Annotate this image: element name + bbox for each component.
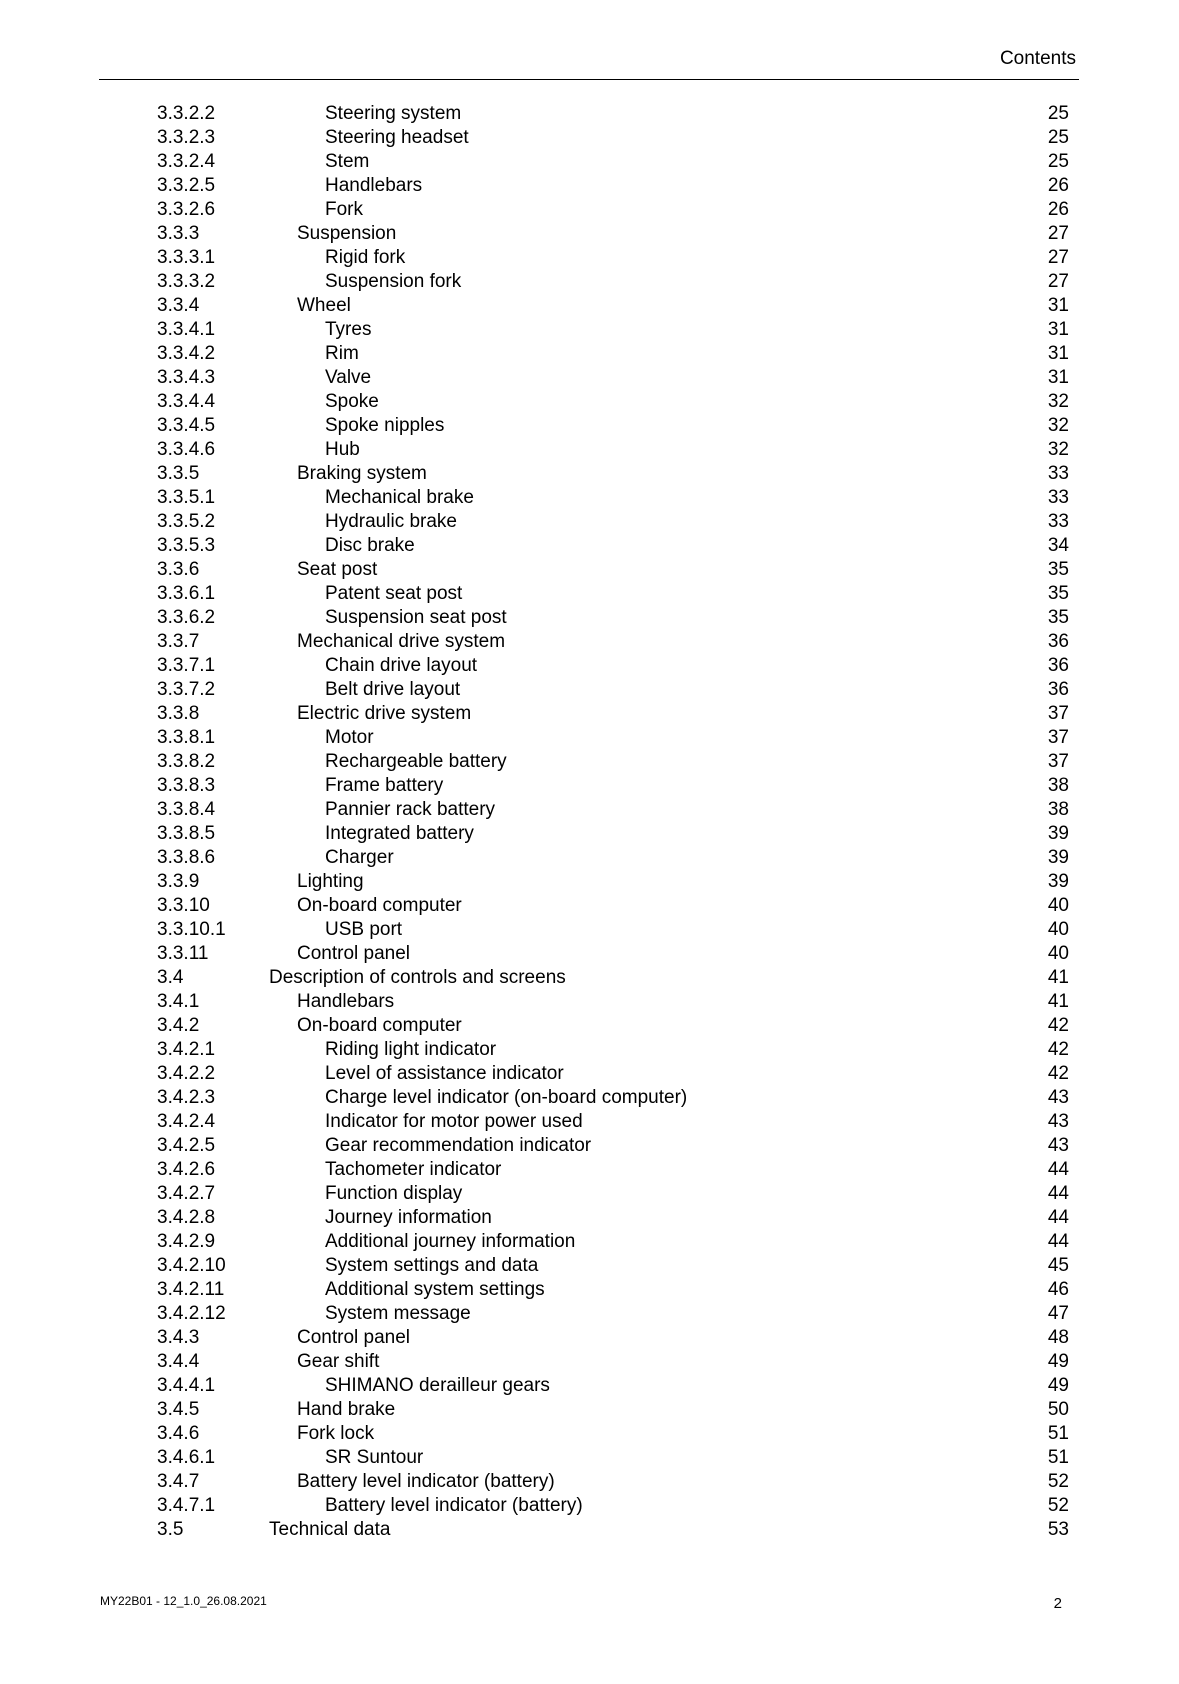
toc-entry-page: 40 (1047, 943, 1069, 964)
toc-entry-number: 3.3.6.2 (157, 607, 216, 628)
toc-entry-page: 31 (1047, 319, 1069, 340)
toc-entry-page: 36 (1047, 679, 1069, 700)
toc-entry-title: Suspension seat post (325, 607, 507, 628)
toc-entry[interactable] (0, 198, 1179, 222)
toc-entry-page: 41 (1047, 967, 1069, 988)
toc-entry-title: Battery level indicator (battery) (325, 1495, 583, 1516)
toc-entry-title: Journey information (325, 1207, 492, 1228)
toc-entry-title: Suspension fork (325, 271, 462, 292)
toc-entry-page: 48 (1047, 1327, 1069, 1348)
toc-entry-number: 3.3.2.4 (157, 151, 216, 172)
toc-entry[interactable] (0, 1398, 1179, 1422)
toc-entry-title: Handlebars (325, 175, 423, 196)
toc-entry-title: System message (325, 1303, 471, 1324)
toc-entry[interactable] (0, 1038, 1179, 1062)
toc-entry-title: Description of controls and screens (269, 967, 566, 988)
toc-entry[interactable] (0, 1134, 1179, 1158)
toc-entry-title: Handlebars (297, 991, 395, 1012)
toc-entry[interactable] (0, 414, 1179, 438)
toc-entry[interactable] (0, 1494, 1179, 1518)
toc-entry-number: 3.4.4 (157, 1351, 200, 1372)
toc-entry-title: Stem (325, 151, 370, 172)
toc-entry[interactable] (0, 126, 1179, 150)
toc-entry-title: Charger (325, 847, 394, 868)
toc-entry-number: 3.3.4.4 (157, 391, 216, 412)
toc-entry-title: Control panel (297, 943, 411, 964)
toc-entry-number: 3.3.5 (157, 463, 200, 484)
toc-entry-page: 38 (1047, 775, 1069, 796)
toc-entry[interactable] (0, 1158, 1179, 1182)
toc-entry-page: 35 (1047, 559, 1069, 580)
toc-entry[interactable] (0, 270, 1179, 294)
toc-entry-number: 3.3.2.5 (157, 175, 216, 196)
toc-entry-number: 3.4.2.11 (157, 1279, 225, 1300)
toc-entry-title: Braking system (297, 463, 427, 484)
toc-entry-page: 26 (1047, 175, 1069, 196)
toc-entry-page: 49 (1047, 1375, 1069, 1396)
toc-entry-title: Integrated battery (325, 823, 474, 844)
header-rule (99, 79, 1079, 80)
toc-entry[interactable] (0, 174, 1179, 198)
toc-entry[interactable] (0, 1470, 1179, 1494)
toc-entry-title: Wheel (297, 295, 351, 316)
toc-entry[interactable] (0, 990, 1179, 1014)
toc-entry-page: 46 (1047, 1279, 1069, 1300)
toc-entry[interactable] (0, 222, 1179, 246)
toc-entry-number: 3.3.8.3 (157, 775, 216, 796)
toc-entry-page: 51 (1047, 1447, 1069, 1468)
toc-entry-title: Hydraulic brake (325, 511, 457, 532)
toc-entry-page: 33 (1047, 463, 1069, 484)
toc-entry[interactable] (0, 726, 1179, 750)
toc-entry[interactable] (0, 1350, 1179, 1374)
toc-entry-number: 3.4.7 (157, 1471, 200, 1492)
toc-entry[interactable] (0, 1182, 1179, 1206)
toc-entry-title: Disc brake (325, 535, 415, 556)
toc-entry-number: 3.3.2.3 (157, 127, 216, 148)
toc-entry-number: 3.3.8.1 (157, 727, 216, 748)
toc-entry-title: Spoke nipples (325, 415, 445, 436)
toc-entry[interactable] (0, 1302, 1179, 1326)
toc-entry-number: 3.3.4.2 (157, 343, 216, 364)
toc-entry-number: 3.3.7 (157, 631, 200, 652)
toc-entry-number: 3.3.4.1 (157, 319, 216, 340)
toc-entry-number: 3.4.6 (157, 1423, 200, 1444)
toc-entry-title: Rigid fork (325, 247, 406, 268)
toc-entry-title: Level of assistance indicator (325, 1063, 564, 1084)
toc-entry-number: 3.4.2.4 (157, 1111, 216, 1132)
toc-entry-number: 3.3.6.1 (157, 583, 216, 604)
footer-document-id: MY22B01 - 12_1.0_26.08.2021 (100, 1594, 267, 1608)
toc-entry-page: 37 (1047, 751, 1069, 772)
toc-entry-page: 44 (1047, 1183, 1069, 1204)
toc-entry[interactable] (0, 798, 1179, 822)
toc-entry-page: 25 (1047, 151, 1069, 172)
toc-entry-title: Hand brake (297, 1399, 396, 1420)
toc-entry-title: Frame battery (325, 775, 444, 796)
toc-entry-page: 27 (1047, 223, 1069, 244)
toc-entry-title: Hub (325, 439, 360, 460)
toc-entry-title: Battery level indicator (battery) (297, 1471, 555, 1492)
toc-entry-page: 45 (1047, 1255, 1069, 1276)
toc-entry[interactable] (0, 462, 1179, 486)
toc-entry[interactable] (0, 702, 1179, 726)
toc-entry[interactable] (0, 1254, 1179, 1278)
toc-entry-page: 44 (1047, 1159, 1069, 1180)
toc-entry-page: 34 (1047, 535, 1069, 556)
toc-entry[interactable] (0, 390, 1179, 414)
toc-entry[interactable] (0, 1110, 1179, 1134)
toc-entry[interactable] (0, 1278, 1179, 1302)
toc-entry-page: 27 (1047, 271, 1069, 292)
toc-entry[interactable] (0, 318, 1179, 342)
toc-entry-number: 3.4.6.1 (157, 1447, 216, 1468)
toc-entry-number: 3.3.11 (157, 943, 209, 964)
toc-entry[interactable] (0, 630, 1179, 654)
toc-entry-number: 3.4.4.1 (157, 1375, 216, 1396)
toc-entry[interactable] (0, 750, 1179, 774)
toc-entry[interactable] (0, 1086, 1179, 1110)
toc-entry[interactable] (0, 918, 1179, 942)
toc-entry-number: 3.3.4.5 (157, 415, 216, 436)
toc-entry-number: 3.4.2.2 (157, 1063, 216, 1084)
toc-entry-title: Fork lock (297, 1423, 375, 1444)
toc-entry-number: 3.3.9 (157, 871, 200, 892)
toc-entry-page: 42 (1047, 1015, 1069, 1036)
toc-entry-page: 52 (1047, 1495, 1069, 1516)
toc-entry-title: Electric drive system (297, 703, 472, 724)
toc-entry-number: 3.3.8.6 (157, 847, 216, 868)
toc-entry[interactable] (0, 582, 1179, 606)
toc-entry-title: On-board computer (297, 895, 462, 916)
toc-entry[interactable] (0, 678, 1179, 702)
toc-entry[interactable] (0, 870, 1179, 894)
toc-entry[interactable] (0, 846, 1179, 870)
toc-entry-page: 32 (1047, 439, 1069, 460)
toc-entry[interactable] (0, 486, 1179, 510)
toc-entry[interactable] (0, 606, 1179, 630)
toc-entry[interactable] (0, 294, 1179, 318)
toc-entry-number: 3.3.8.2 (157, 751, 216, 772)
toc-entry-page: 40 (1047, 919, 1069, 940)
toc-entry-number: 3.4.2.12 (157, 1303, 226, 1324)
toc-entry-title: Mechanical brake (325, 487, 474, 508)
toc-entry-page: 49 (1047, 1351, 1069, 1372)
toc-entry[interactable] (0, 774, 1179, 798)
toc-entry-number: 3.3.5.3 (157, 535, 216, 556)
toc-entry[interactable] (0, 654, 1179, 678)
toc-entry-title: Steering headset (325, 127, 469, 148)
toc-entry-page: 51 (1047, 1423, 1069, 1444)
toc-entry[interactable] (0, 966, 1179, 990)
toc-entry-title: Fork (325, 199, 363, 220)
toc-entry-number: 3.4.7.1 (157, 1495, 216, 1516)
toc-entry-page: 43 (1047, 1135, 1069, 1156)
toc-entry-page: 31 (1047, 367, 1069, 388)
toc-entry-page: 44 (1047, 1207, 1069, 1228)
toc-entry-title: Additional system settings (325, 1279, 545, 1300)
toc-entry-number: 3.3.7.1 (157, 655, 216, 676)
toc-entry-title: Additional journey information (325, 1231, 576, 1252)
toc-entry-page: 32 (1047, 415, 1069, 436)
toc-entry[interactable] (0, 102, 1179, 126)
toc-entry-page: 35 (1047, 583, 1069, 604)
toc-entry-page: 31 (1047, 295, 1069, 316)
toc-entry-page: 43 (1047, 1111, 1069, 1132)
toc-entry-page: 37 (1047, 703, 1069, 724)
toc-entry[interactable] (0, 342, 1179, 366)
toc-entry-number: 3.3.5.1 (157, 487, 216, 508)
toc-entry-page: 40 (1047, 895, 1069, 916)
toc-entry-number: 3.5 (157, 1519, 184, 1540)
toc-entry-title: Pannier rack battery (325, 799, 496, 820)
toc-entry-page: 33 (1047, 511, 1069, 532)
toc-entry-title: Lighting (297, 871, 364, 892)
toc-entry-number: 3.3.3.2 (157, 271, 216, 292)
toc-entry-number: 3.3.4.6 (157, 439, 216, 460)
toc-entry-number: 3.3.2.6 (157, 199, 216, 220)
toc-entry-page: 47 (1047, 1303, 1069, 1324)
toc-entry-number: 3.4.2.5 (157, 1135, 216, 1156)
toc-entry-number: 3.4.2.1 (157, 1039, 216, 1060)
toc-entry-title: USB port (325, 919, 403, 940)
toc-entry[interactable] (0, 1422, 1179, 1446)
toc-entry-page: 35 (1047, 607, 1069, 628)
toc-entry-title: Mechanical drive system (297, 631, 506, 652)
toc-entry-title: Gear shift (297, 1351, 380, 1372)
toc-entry-number: 3.3.5.2 (157, 511, 216, 532)
toc-entry[interactable] (0, 150, 1179, 174)
toc-entry-number: 3.4.2.9 (157, 1231, 216, 1252)
toc-entry-number: 3.4.2.10 (157, 1255, 226, 1276)
toc-entry-page: 39 (1047, 823, 1069, 844)
toc-entry-title: Patent seat post (325, 583, 463, 604)
toc-entry-page: 41 (1047, 991, 1069, 1012)
toc-entry-page: 33 (1047, 487, 1069, 508)
toc-entry-page: 52 (1047, 1471, 1069, 1492)
toc-entry-page: 42 (1047, 1063, 1069, 1084)
toc-entry[interactable] (0, 1326, 1179, 1350)
toc-entry-title: Steering system (325, 103, 462, 124)
toc-entry-page: 44 (1047, 1231, 1069, 1252)
toc-entry-number: 3.3.7.2 (157, 679, 216, 700)
toc-entry-number: 3.4.3 (157, 1327, 200, 1348)
toc-entry[interactable] (0, 1014, 1179, 1038)
toc-entry-title: Rim (325, 343, 359, 364)
toc-entry[interactable] (0, 1446, 1179, 1470)
toc-entry-page: 32 (1047, 391, 1069, 412)
toc-entry-title: Valve (325, 367, 372, 388)
toc-entry-title: Rechargeable battery (325, 751, 507, 772)
toc-entry[interactable] (0, 510, 1179, 534)
toc-entry[interactable] (0, 1062, 1179, 1086)
toc-entry-page: 25 (1047, 103, 1069, 124)
toc-entry-page: 43 (1047, 1087, 1069, 1108)
toc-entry-number: 3.3.4 (157, 295, 200, 316)
toc-entry-page: 42 (1047, 1039, 1069, 1060)
toc-entry-number: 3.3.3 (157, 223, 200, 244)
toc-entry-title: On-board computer (297, 1015, 462, 1036)
toc-entry-title: Gear recommendation indicator (325, 1135, 592, 1156)
toc-entry-title: Motor (325, 727, 374, 748)
toc-entry-number: 3.4.2.3 (157, 1087, 216, 1108)
toc-entry[interactable] (0, 1206, 1179, 1230)
toc-entry-title: Indicator for motor power used (325, 1111, 583, 1132)
toc-entry-page: 26 (1047, 199, 1069, 220)
toc-entry-title: Belt drive layout (325, 679, 461, 700)
toc-entry[interactable] (0, 246, 1179, 270)
toc-entry-number: 3.3.8 (157, 703, 200, 724)
toc-entry-page: 39 (1047, 847, 1069, 868)
toc-entry-number: 3.3.2.2 (157, 103, 216, 124)
toc-entry-page: 37 (1047, 727, 1069, 748)
toc-entry[interactable] (0, 534, 1179, 558)
toc-entry-page: 31 (1047, 343, 1069, 364)
toc-entry[interactable] (0, 366, 1179, 390)
toc-entry[interactable] (0, 558, 1179, 582)
toc-entry-number: 3.4.1 (157, 991, 200, 1012)
toc-entry-number: 3.3.4.3 (157, 367, 216, 388)
toc-entry-title: SHIMANO derailleur gears (325, 1375, 550, 1396)
toc-entry-page: 53 (1047, 1519, 1069, 1540)
toc-entry-number: 3.3.8.4 (157, 799, 216, 820)
page-header-title: Contents (999, 48, 1076, 69)
toc-entry-page: 50 (1047, 1399, 1069, 1420)
toc-entry-page: 36 (1047, 631, 1069, 652)
toc-entry-number: 3.3.6 (157, 559, 200, 580)
toc-entry-page: 27 (1047, 247, 1069, 268)
toc-entry-number: 3.4.2 (157, 1015, 200, 1036)
toc-entry-number: 3.3.3.1 (157, 247, 216, 268)
table-of-contents (0, 102, 1179, 1542)
toc-entry-page: 38 (1047, 799, 1069, 820)
toc-entry-page: 36 (1047, 655, 1069, 676)
toc-entry-title: Technical data (269, 1519, 391, 1540)
toc-entry-title: Spoke (325, 391, 379, 412)
toc-entry-title: Charge level indicator (on-board computer) (325, 1087, 688, 1108)
toc-entry-page: 25 (1047, 127, 1069, 148)
toc-entry-number: 3.3.10.1 (157, 919, 226, 940)
toc-entry[interactable] (0, 1518, 1179, 1542)
toc-entry-title: Tyres (325, 319, 372, 340)
toc-entry-title: Riding light indicator (325, 1039, 497, 1060)
toc-entry[interactable] (0, 894, 1179, 918)
toc-entry-title: Suspension (297, 223, 397, 244)
toc-entry-number: 3.4 (157, 967, 184, 988)
toc-entry-title: Seat post (297, 559, 378, 580)
footer-page-number: 2 (1053, 1595, 1062, 1612)
toc-entry-title: Tachometer indicator (325, 1159, 502, 1180)
toc-entry-title: System settings and data (325, 1255, 539, 1276)
toc-entry-number: 3.4.2.8 (157, 1207, 216, 1228)
toc-entry-number: 3.3.10 (157, 895, 210, 916)
toc-entry[interactable] (0, 822, 1179, 846)
toc-entry-number: 3.4.2.7 (157, 1183, 216, 1204)
toc-entry-title: Function display (325, 1183, 463, 1204)
toc-entry[interactable] (0, 438, 1179, 462)
toc-entry-title: Chain drive layout (325, 655, 478, 676)
toc-entry[interactable] (0, 1230, 1179, 1254)
toc-entry-number: 3.4.5 (157, 1399, 200, 1420)
toc-entry-title: Control panel (297, 1327, 411, 1348)
toc-entry-title: SR Suntour (325, 1447, 424, 1468)
toc-entry[interactable] (0, 1374, 1179, 1398)
toc-entry-page: 39 (1047, 871, 1069, 892)
toc-entry-number: 3.3.8.5 (157, 823, 216, 844)
toc-entry[interactable] (0, 942, 1179, 966)
toc-entry-number: 3.4.2.6 (157, 1159, 216, 1180)
